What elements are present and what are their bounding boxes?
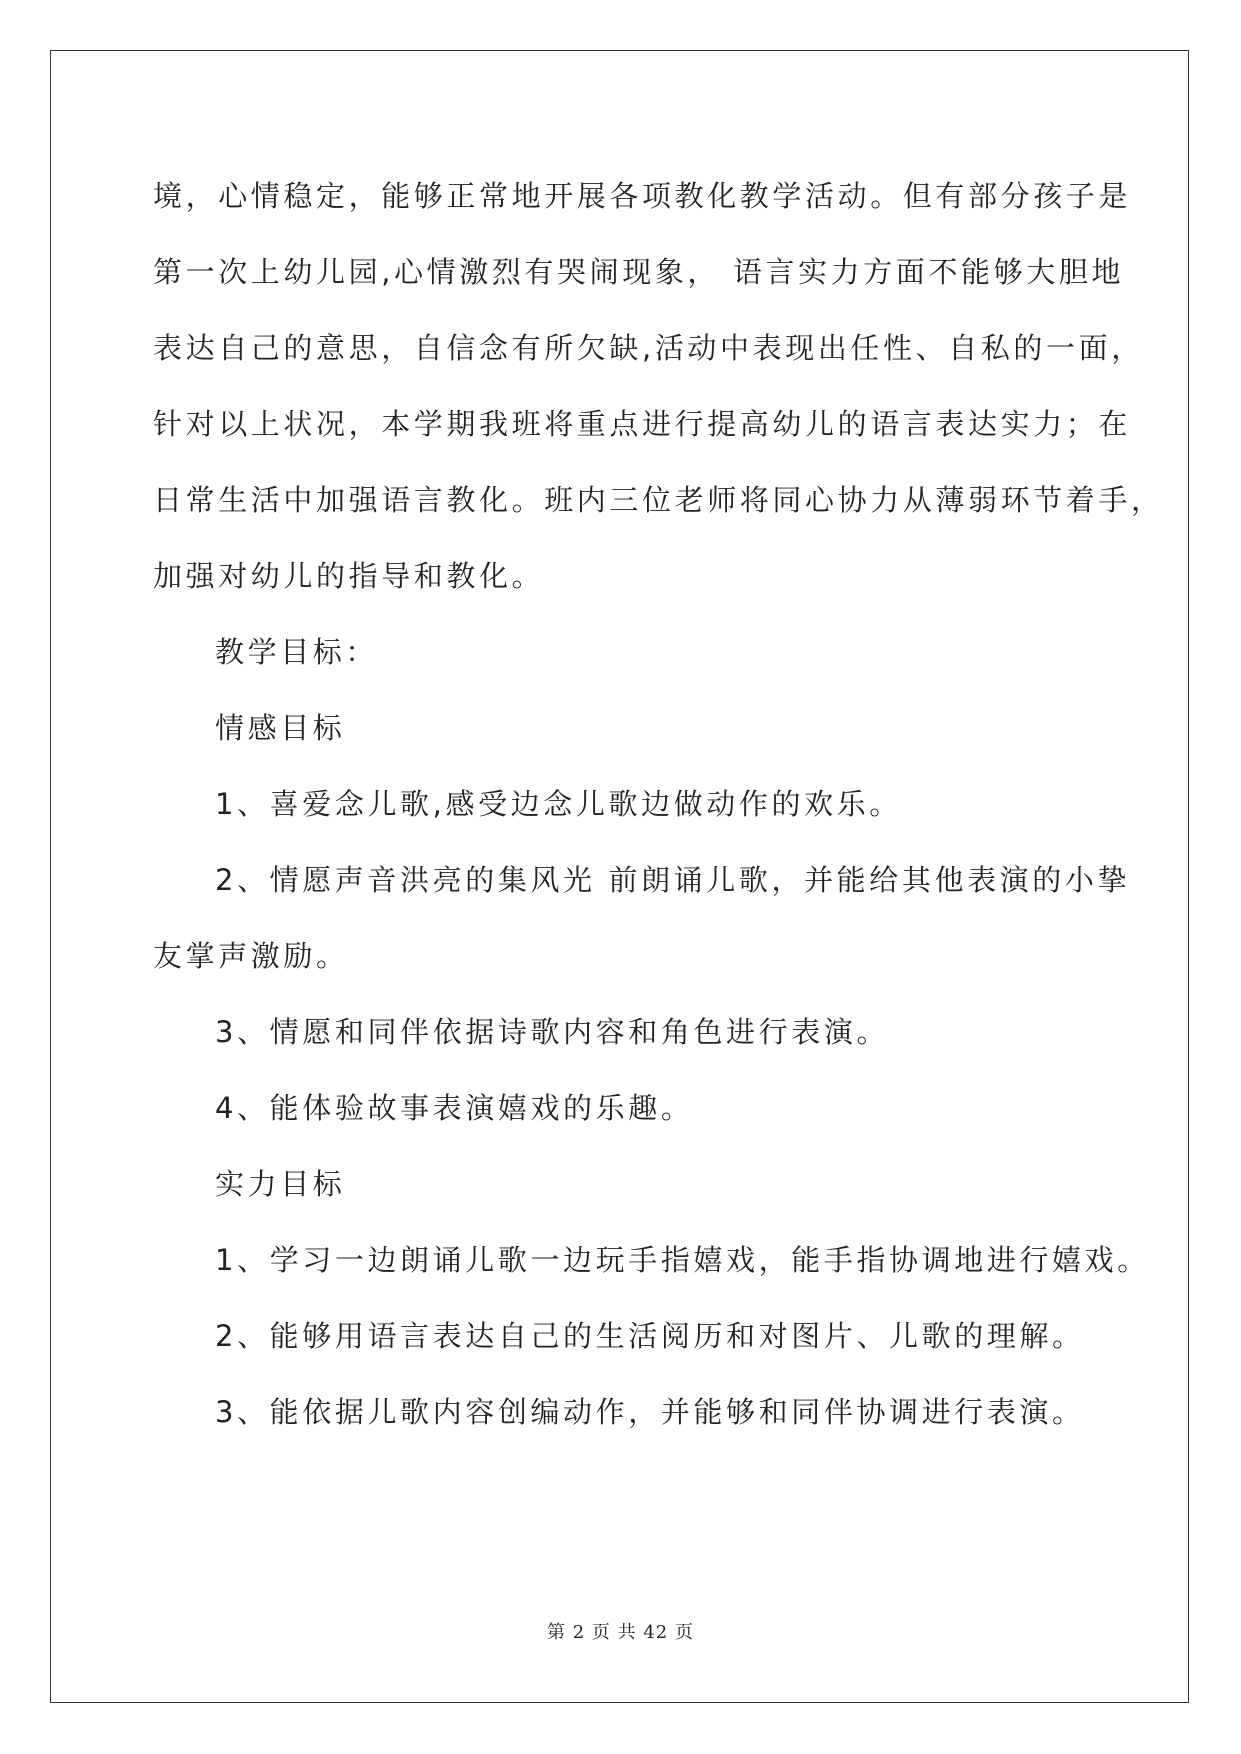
intro-line: 境，心情稳定，能够正常地开展各项教化教学活动。但有部分孩子是 [153,179,1132,213]
emotion-item: 2、情愿声音洪亮的集风光 前朗诵儿歌，并能给其他表演的小挚 [215,863,1131,897]
emotion-item: 3、情愿和同伴依据诗歌内容和角色进行表演。 [215,1015,890,1049]
intro-line: 针对以上状况，本学期我班将重点进行提高幼儿的语言表达实力；在 [153,407,1132,441]
emotion-heading: 情感目标 [215,711,346,745]
document-body [153,158,1164,1450]
ability-heading: 实力目标 [215,1167,346,1201]
page-footer: 第 2 页 共 42 页 [547,1622,694,1643]
goals-heading: 教学目标： [215,635,379,669]
intro-line: 第一次上幼儿园,心情激烈有哭闹现象， 语言实力方面不能够大胆地 [153,255,1125,289]
ability-item: 2、能够用语言表达自己的生活阅历和对图片、儿歌的理解。 [215,1319,1085,1353]
emotion-item: 4、能体验故事表演嬉戏的乐趣。 [215,1091,694,1125]
emotion-item: 1、喜爱念儿歌,感受边念儿歌边做动作的欢乐。 [215,787,902,821]
intro-line: 日常生活中加强语言教化。班内三位老师将同心协力从薄弱环节着手， [153,483,1164,517]
emotion-item-continuation: 友掌声激励。 [153,939,349,973]
intro-line: 加强对幼儿的指导和教化。 [153,559,545,593]
ability-item: 3、能依据儿歌内容创编动作，并能够和同伴协调进行表演。 [215,1395,1085,1429]
ability-item: 1、学习一边朗诵儿歌一边玩手指嬉戏，能手指协调地进行嬉戏。 [215,1243,1150,1277]
intro-line: 表达自己的意思，自信念有所欠缺,活动中表现出任性、自私的一面， [153,331,1144,365]
